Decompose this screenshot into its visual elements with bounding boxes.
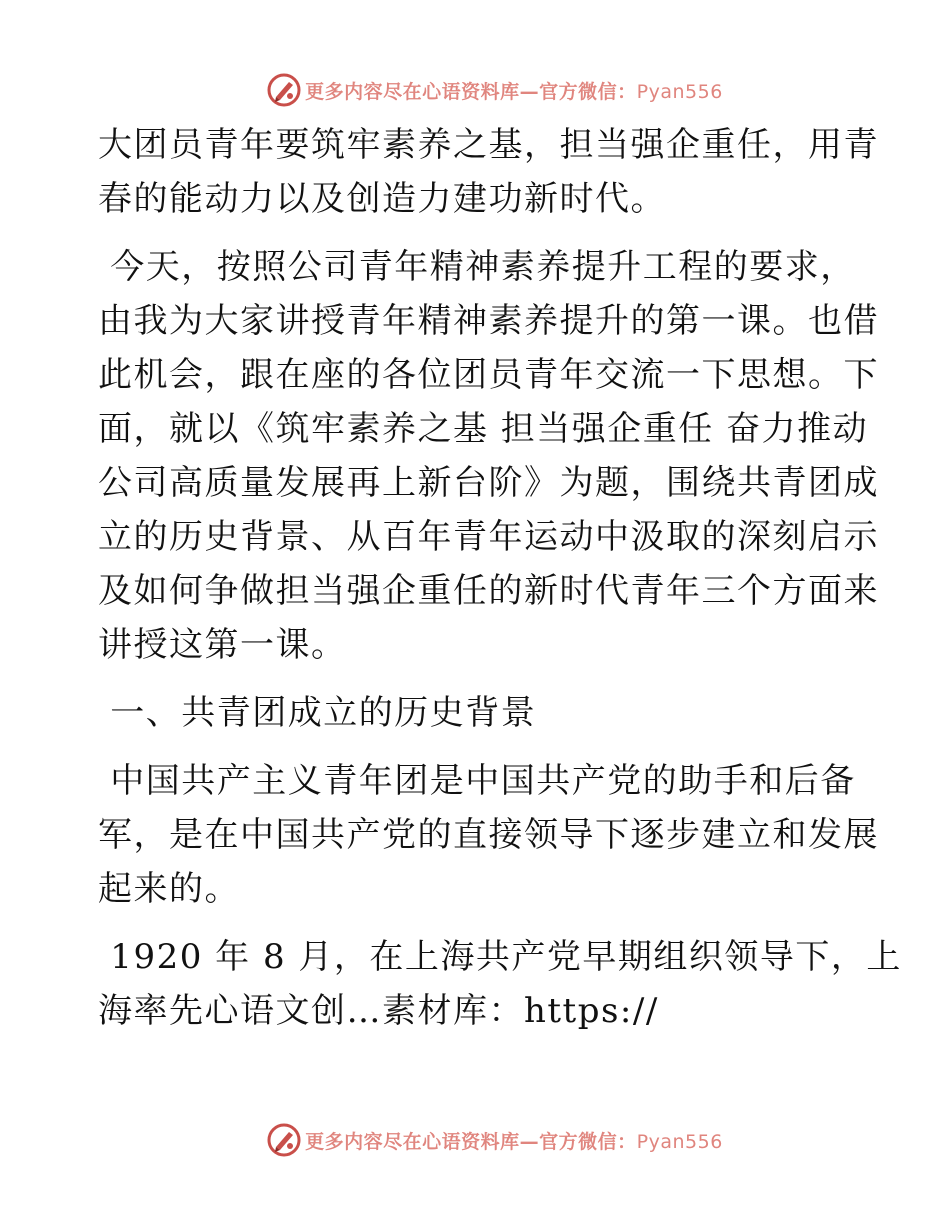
footer-banner-text (305, 1127, 723, 1154)
header-banner (0, 70, 950, 110)
footer-banner (0, 1120, 950, 1160)
text-line: 由我为大家讲授青年精神素养提升的第一课。也借 (98, 301, 879, 341)
header-banner-text (305, 77, 723, 104)
text-line: 公司高质量发展再上新台阶》为题，围绕共青团成 (98, 463, 879, 503)
footer-banner-label: 更多内容尽在心语资料库—官方微信： (305, 1130, 637, 1153)
paragraph-2 (98, 240, 879, 672)
text-line: 面，就以《筑牢素养之基 担当强企重任 奋力推动 (98, 409, 869, 449)
text-line: 及如何争做担当强企重任的新时代青年三个方面来 (98, 571, 879, 611)
header-banner-label: 更多内容尽在心语资料库—官方微信： (305, 80, 637, 103)
text-line: 军，是在中国共产党的直接领导下逐步建立和发展 (98, 815, 879, 855)
text-line: 立的历史背景、从百年青年运动中汲取的深刻启示 (98, 517, 879, 557)
header-banner-inner (267, 73, 723, 107)
text-line: 此机会，跟在座的各位团员青年交流一下思想。下 (98, 355, 879, 395)
footer-banner-inner (267, 1123, 723, 1157)
pen-logo-icon (267, 1123, 301, 1157)
footer-banner-wechat-id: Pyan556 (636, 1130, 723, 1153)
pen-logo-icon (267, 73, 301, 107)
paragraph-1 (98, 118, 879, 226)
text-line: 春的能动力以及创造力建功新时代。 (98, 179, 666, 219)
text-line: 大团员青年要筑牢素养之基，担当强企重任，用青 (98, 125, 879, 165)
paragraph-3 (98, 754, 879, 916)
text-line: 讲授这第一课。 (98, 625, 347, 665)
text-line: 今天，按照公司青年精神素养提升工程的要求， (98, 247, 856, 287)
text-line: 中国共产主义青年团是中国共产党的助手和后备 (98, 761, 856, 801)
text-line: 起来的。 (98, 869, 240, 909)
header-banner-wechat-id: Pyan556 (636, 80, 723, 103)
heading-line: 一、共青团成立的历史背景 (98, 693, 537, 733)
section-heading (98, 686, 850, 740)
document-body (98, 118, 902, 1052)
paragraph-4 (98, 930, 902, 1038)
text-line: 1920 年 8 月，在上海共产党早期组织领导下，上 (98, 937, 902, 977)
text-line: 海率先心语文创…素材库：https:// (98, 991, 659, 1031)
